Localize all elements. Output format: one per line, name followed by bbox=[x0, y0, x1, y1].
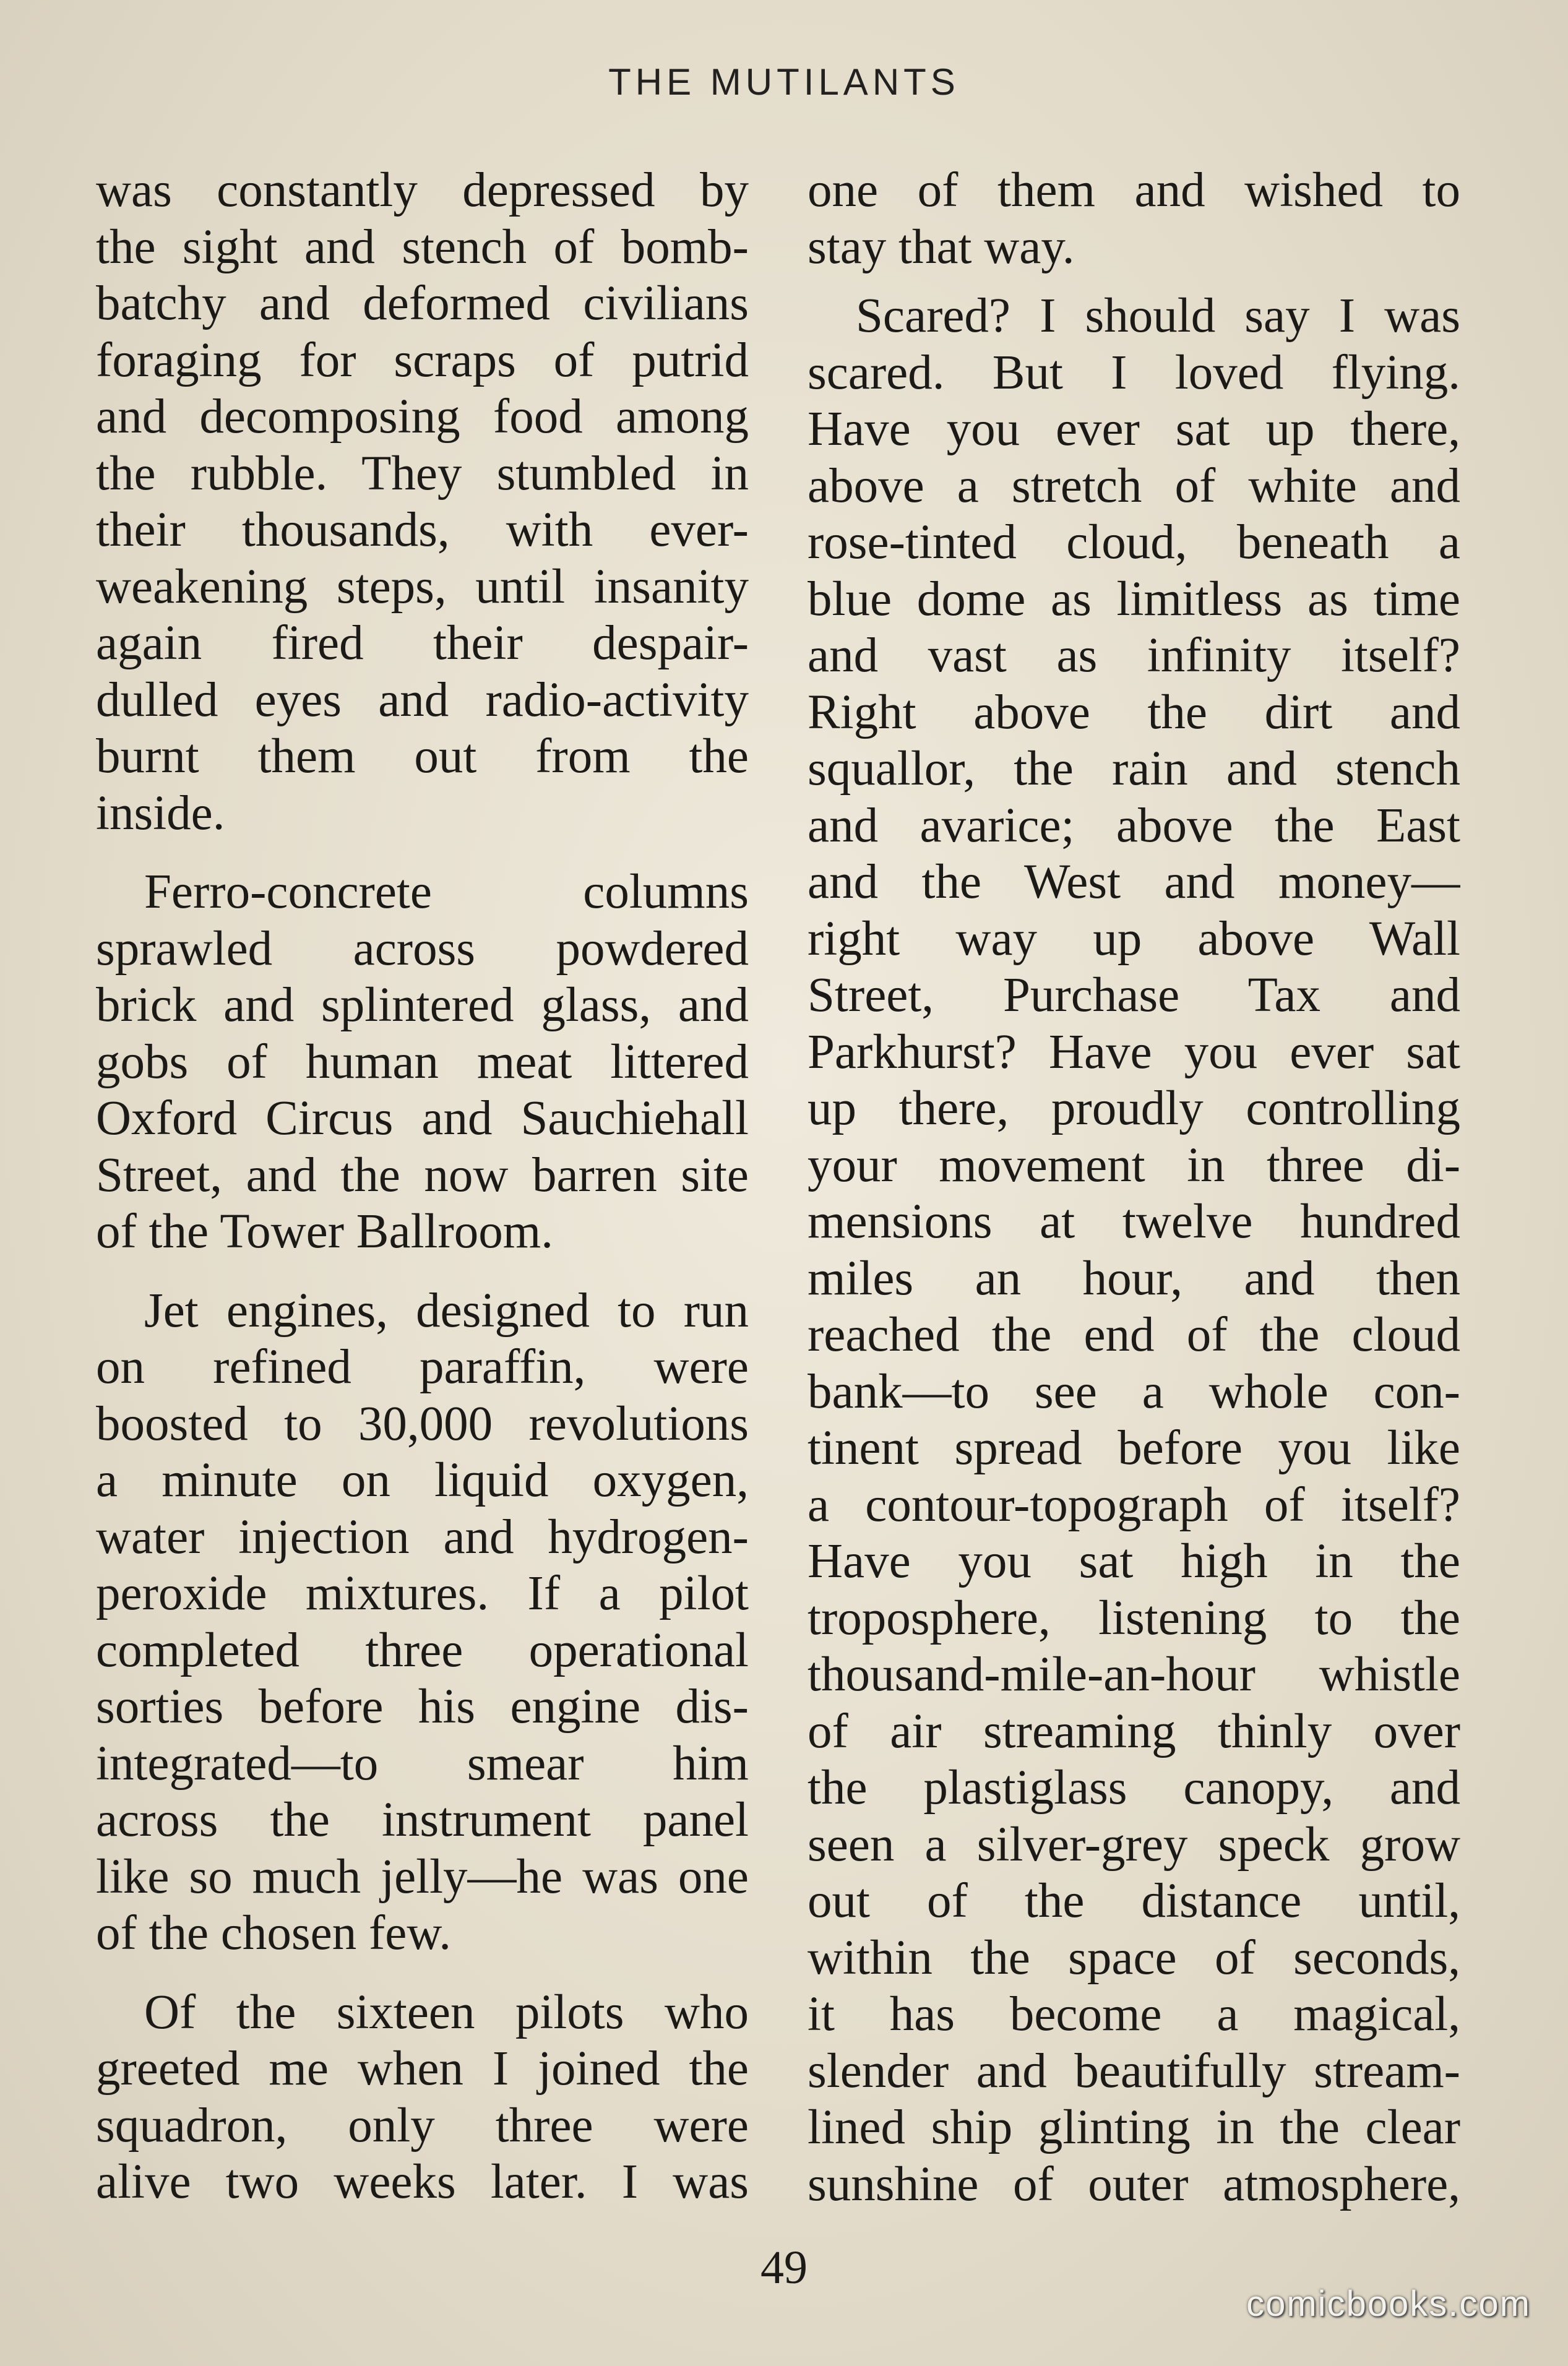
running-head: THE MUTILANTS bbox=[608, 61, 960, 103]
text-line: lined ship glinting in the clear bbox=[808, 2101, 1460, 2154]
text-line: alive two weeks later. I was bbox=[96, 2155, 749, 2209]
text-line: stay that way. bbox=[808, 220, 1075, 274]
text-line: was constantly depressed by bbox=[96, 163, 749, 217]
text-line: tinent spread before you like bbox=[808, 1421, 1460, 1475]
page-number: 49 bbox=[760, 2242, 808, 2294]
text-line: right way up above Wall bbox=[808, 911, 1460, 966]
text-line: and vast as infinity itself? bbox=[808, 629, 1460, 682]
text-line: integrated—to smear him bbox=[96, 1736, 749, 1791]
text-line: bank—to see a whole con- bbox=[808, 1364, 1460, 1419]
text-line: boosted to 30,000 revolutions bbox=[96, 1396, 749, 1451]
text-line: Jet engines, designed to run bbox=[144, 1283, 749, 1338]
text-line: inside. bbox=[96, 786, 225, 840]
text-line: completed three operational bbox=[96, 1623, 749, 1677]
text-line: Have you sat high in the bbox=[808, 1534, 1460, 1588]
text-line: above a stretch of white and bbox=[808, 458, 1460, 513]
watermark: comicbooks.com bbox=[1246, 2284, 1531, 2324]
text-line: a contour-topograph of itself? bbox=[808, 1478, 1460, 1532]
text-line: greeted me when I joined the bbox=[96, 2042, 749, 2096]
text-line: rose-tinted cloud, beneath a bbox=[808, 515, 1460, 569]
text-line: brick and splintered glass, and bbox=[96, 978, 749, 1032]
text-line: Street, and the now barren site bbox=[96, 1148, 749, 1202]
text-line: squadron, only three were bbox=[96, 2098, 749, 2153]
text-line: the rubble. They stumbled in bbox=[96, 446, 749, 501]
paragraph bbox=[96, 864, 749, 1260]
text-line: again fired their despair- bbox=[96, 616, 749, 670]
text-line: one of them and wished to bbox=[808, 163, 1460, 217]
text-line: miles an hour, and then bbox=[808, 1251, 1460, 1306]
paragraph bbox=[96, 1984, 749, 2211]
text-line: sorties before his engine dis- bbox=[96, 1680, 749, 1734]
text-line: Oxford Circus and Sauchiehall bbox=[96, 1091, 749, 1145]
text-line: batchy and deformed civilians bbox=[96, 277, 749, 330]
paragraph-gap bbox=[808, 275, 1460, 288]
text-line: blue dome as limitless as time bbox=[808, 572, 1460, 626]
paragraph bbox=[96, 162, 749, 841]
text-line: seen a silver-grey speck grow bbox=[808, 1817, 1460, 1872]
text-line: their thousands, with ever- bbox=[96, 503, 749, 557]
text-line: Scared? I should say I was bbox=[856, 289, 1460, 343]
paragraph-gap bbox=[96, 1962, 749, 1984]
text-line: on refined paraffin, were bbox=[96, 1340, 749, 1394]
text-line: scared. But I loved flying. bbox=[808, 345, 1460, 400]
text-line: it has become a magical, bbox=[808, 1987, 1460, 2041]
text-line: across the instrument panel bbox=[96, 1793, 749, 1847]
text-line: a minute on liquid oxygen, bbox=[96, 1453, 749, 1507]
text-line: slender and beautifully stream- bbox=[808, 2044, 1460, 2098]
paragraph bbox=[808, 288, 1460, 2213]
text-line: reached the end of the cloud bbox=[808, 1308, 1460, 1362]
text-line: gobs of human meat littered bbox=[96, 1035, 749, 1089]
right-column bbox=[808, 162, 1460, 2213]
paragraph bbox=[808, 162, 1460, 275]
text-line: sprawled across powdered bbox=[96, 921, 749, 976]
text-line: Parkhurst? Have you ever sat bbox=[808, 1025, 1460, 1079]
text-line: of the Tower Ballroom. bbox=[96, 1205, 553, 1258]
text-line: up there, proudly controlling bbox=[808, 1082, 1460, 1135]
text-line: foraging for scraps of putrid bbox=[96, 333, 749, 387]
paragraph-gap bbox=[96, 841, 749, 864]
text-line: of the chosen few. bbox=[96, 1906, 451, 1960]
text-line: mensions at twelve hundred bbox=[808, 1195, 1460, 1249]
text-line: within the space of seconds, bbox=[808, 1930, 1460, 1985]
text-line: the plastiglass canopy, and bbox=[808, 1761, 1460, 1815]
text-line: weakening steps, until insanity bbox=[96, 559, 749, 614]
text-line: out of the distance until, bbox=[808, 1874, 1460, 1928]
text-line: like so much jelly—he was one bbox=[96, 1849, 749, 1904]
text-line: and the West and money— bbox=[808, 855, 1460, 909]
text-line: Of the sixteen pilots who bbox=[144, 1985, 749, 2039]
text-line: sunshine of outer atmosphere, bbox=[808, 2157, 1460, 2211]
text-line: of air streaming thinly over bbox=[808, 1704, 1460, 1758]
text-line: Right above the dirt and bbox=[808, 685, 1460, 739]
text-line: Ferro-concrete columns bbox=[144, 865, 749, 919]
text-line: and decomposing food among bbox=[96, 390, 749, 444]
text-line: Have you ever sat up there, bbox=[808, 402, 1460, 456]
text-line: your movement in three di- bbox=[808, 1138, 1460, 1192]
text-line: the sight and stench of bomb- bbox=[96, 220, 749, 274]
text-line: squallor, the rain and stench bbox=[808, 742, 1460, 796]
paragraph-gap bbox=[96, 1260, 749, 1283]
text-line: dulled eyes and radio-activity bbox=[96, 673, 749, 727]
text-line: peroxide mixtures. If a pilot bbox=[96, 1567, 749, 1620]
text-line: troposphere, listening to the bbox=[808, 1591, 1460, 1645]
left-column bbox=[96, 162, 749, 2211]
paragraph bbox=[96, 1283, 749, 1962]
text-line: Street, Purchase Tax and bbox=[808, 968, 1460, 1022]
text-line: burnt them out from the bbox=[96, 729, 749, 783]
text-line: and avarice; above the East bbox=[808, 798, 1460, 853]
text-line: thousand-mile-an-hour whistle bbox=[808, 1648, 1460, 1701]
text-line: water injection and hydrogen- bbox=[96, 1510, 749, 1564]
